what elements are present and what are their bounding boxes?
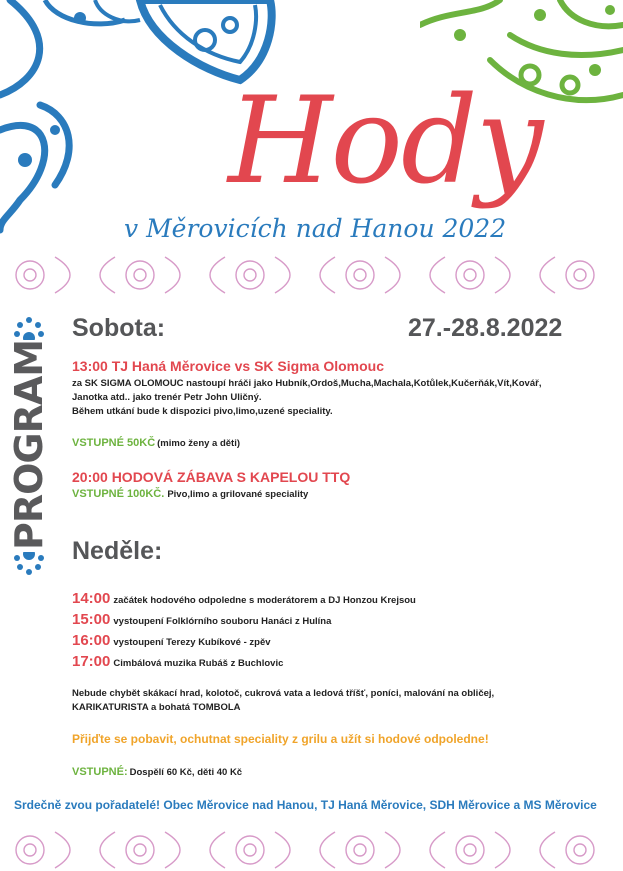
program-label: PROGRAM <box>7 339 51 550</box>
schedule-time: 15:00 <box>72 611 111 628</box>
schedule-text: Cimbálová muzika Rubáš z Buchlovic <box>113 658 284 669</box>
match-line-2: Janotka atd.. jako trenér Petr John Uličný. <box>72 392 262 403</box>
match-line-1: za SK SIGMA OLOMOUC nastoupí hráči jako Hubník,Ordoš,Mucha,Machala,Kotůlek,Kučerňák,Vít,Kovář, <box>72 378 542 389</box>
organizers-footer: Srdečně zvou pořadatelé! Obec Měrovice nad Hanou, TJ Haná Měrovice, SDH Měrovice a MS Měrovice <box>14 798 597 812</box>
party-entry-label: VSTUPNÉ 100KČ. <box>72 488 165 500</box>
pink-pattern-band-top <box>0 252 623 298</box>
event-title: Hody <box>228 72 542 211</box>
sunday-entry-note: Dospělí 60 Kč, děti 40 Kč <box>129 767 243 778</box>
blue-flower-icon-bottom <box>12 552 46 582</box>
invitation-text: Přijďte se pobavit, ochutnat speciality z grilu a užít si hodové odpoledne! <box>72 732 489 746</box>
pink-pattern-band-bottom <box>0 828 623 871</box>
schedule-text: vystoupení Folklórního souboru Hanáci z Hulína <box>113 616 332 627</box>
schedule-item <box>72 653 416 674</box>
match-title: 13:00 TJ Haná Měrovice vs SK Sigma Olomouc <box>72 358 385 374</box>
schedule-time: 17:00 <box>72 653 111 670</box>
schedule-item <box>72 611 416 632</box>
party-title: 20:00 HODOVÁ ZÁBAVA S KAPELOU TTQ <box>72 469 351 485</box>
party-entry-note: Pivo,limo a grilované speciality <box>167 489 309 500</box>
event-subtitle: v Měrovicích nad Hanou 2022 <box>124 214 507 243</box>
sunday-entry <box>72 766 242 780</box>
blue-flower-icon <box>12 310 46 340</box>
schedule-text: začátek hodového odpoledne s moderátorem a DJ Honzou Krejsou <box>113 595 416 606</box>
sunday-heading: Neděle: <box>72 537 163 565</box>
schedule-time: 16:00 <box>72 632 111 649</box>
match-entry <box>72 437 240 451</box>
schedule-item <box>72 632 416 653</box>
party-entry <box>72 488 308 502</box>
event-date: 27.-28.8.2022 <box>408 314 563 342</box>
attractions-line-1: Nebude chybět skákací hrad, kolotoč, cukrová vata a ledová tříšť, poníci, malování na obličej, <box>72 688 495 699</box>
match-entry-label: VSTUPNÉ 50KČ <box>72 437 156 449</box>
attractions <box>72 687 617 715</box>
match-entry-note: (mimo ženy a děti) <box>157 438 241 449</box>
schedule-item <box>72 590 416 611</box>
program-vertical-label <box>6 340 52 550</box>
attractions-line-2: KARIKATURISTA a bohatá TOMBOLA <box>72 702 241 713</box>
match-line-3: Během utkání bude k dispozici pivo,limo,uzené speciality. <box>72 406 333 417</box>
saturday-heading: Sobota: <box>72 314 166 342</box>
sunday-schedule <box>72 590 416 674</box>
match-description <box>72 377 617 419</box>
schedule-text: vystoupení Terezy Kubíkové - zpěv <box>113 637 271 648</box>
schedule-time: 14:00 <box>72 590 111 607</box>
sunday-entry-label: VSTUPNÉ: <box>72 766 128 778</box>
